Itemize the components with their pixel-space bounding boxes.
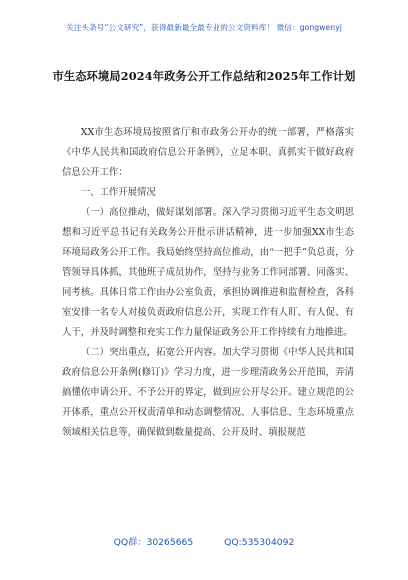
header-promo-text: 关注头条号“公文研究”，获得最新最全最专业的公文资料库！ 微信：gongwenyj (66, 23, 342, 32)
body-paragraph: XX市生态环境局按照省厅和市政务公开办的统一部署，严格落实《中华人民共和国政府信息公开条例》，立足本职、真抓实干做好政府信息公开工作： (62, 127, 354, 178)
footer-qq-group: QQ群：30265665 (113, 537, 194, 548)
body-paragraph: （二）突出重点，拓宽公开内容。加大学习贯彻《中华人民共和国政府信息公开条例(修订)》学习力度，进一步理清政务公开范围，弄清搞懂依申请公开、不予公开的界定，做到应公开尽公开。建立规范的公开体系，重点公开权责清单和动态调整情况、人事信息、生态环境重点领域相关信息等，确保做到数量提高、公开及时、填报规范 (62, 347, 354, 438)
document-body (62, 123, 354, 443)
footer-qq: QQ:535304092 (224, 537, 295, 548)
body-paragraph: （一）高位推动，做好谋划部署。深入学习贯彻习近平生态文明思想和习近平总书记有关政务公开批示讲话精神，进一步加强XX市生态环境局政务公开工作。我局始终坚持高位推动，由“一把手”负总责，分管领导具体抓，其他班子成员协作，坚持与业务工作同部署、同落实、同考核。具体日常工作由办公室负责，承担协调推进和监督检查，各科室安排一名专人对接负责政府信息公开，实现工作有人盯、有人促、有人干，并及时调整和充实工作力量保证政务公开工作持续有力地推进。 (62, 207, 354, 338)
footer (0, 534, 408, 548)
document-title: 市生态环境局2024年政务公开工作总结和2025年工作计划 (52, 69, 356, 83)
section-heading: 一、工作开展情况 (80, 187, 156, 198)
